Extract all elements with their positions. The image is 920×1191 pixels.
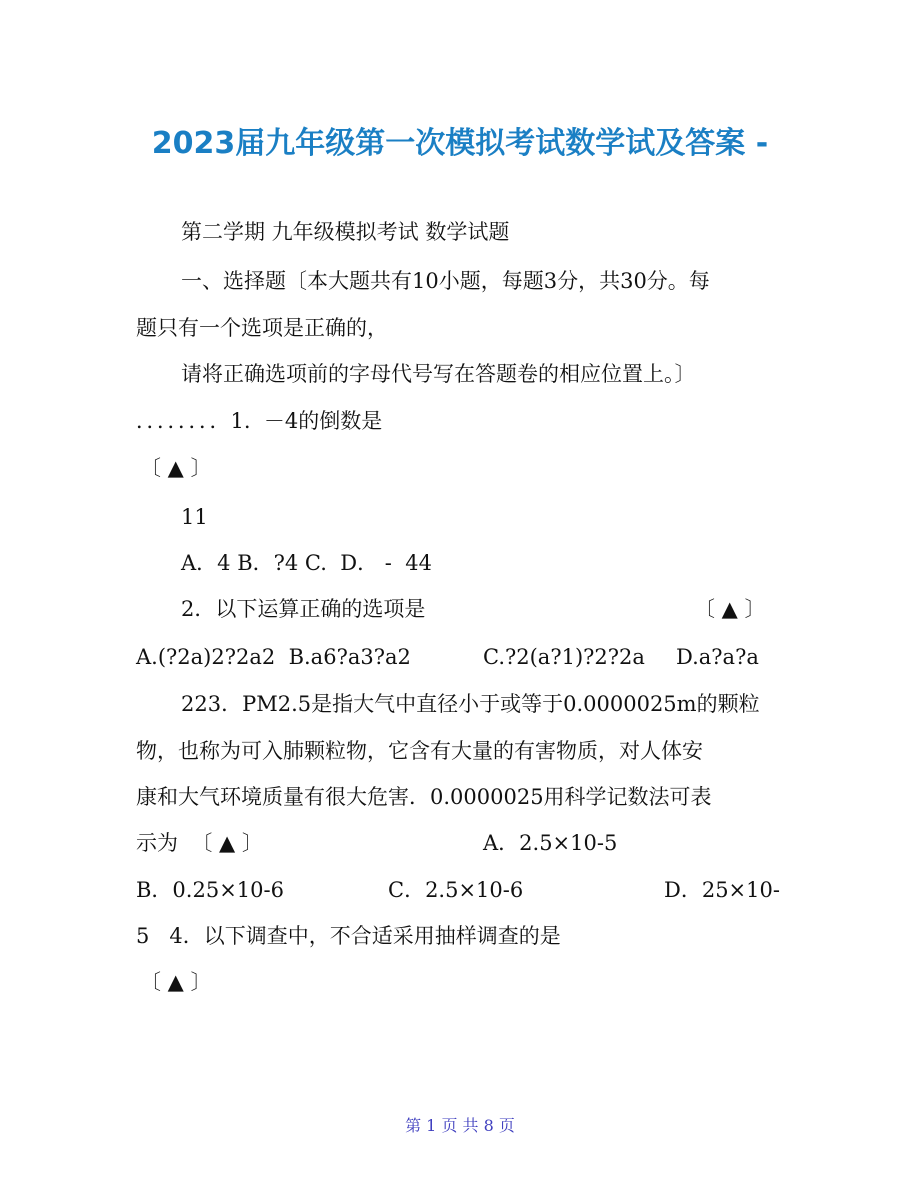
text-line: A．2.5×10-5: [483, 831, 618, 855]
text-line: 物，也称为可入肺颗粒物，它含有大量的有害物质，对人体安: [136, 739, 703, 763]
text-line: 示为 〔 ▲ 〕: [136, 831, 263, 855]
answer-bracket: 〔 ▲ 〕: [140, 456, 212, 480]
text-line: 11: [181, 505, 208, 529]
text-line: ．．．．．．．．1. －4的倒数是: [136, 409, 383, 433]
answer-bracket: 〔 ▲ 〕: [694, 597, 766, 621]
text-line: D.a?a?a: [676, 645, 759, 669]
text-line: 第二学期 九年级模拟考试 数学试题: [181, 220, 510, 244]
page-footer: 第 1 页 共 8 页: [405, 1116, 515, 1135]
text-line: C.?2(a?1)?2?2a: [483, 645, 645, 669]
text-line: 题只有一个选项是正确的，: [136, 316, 388, 340]
answer-bracket: 〔 ▲ 〕: [140, 970, 212, 994]
text-line: A．4 B．?4 C. D． - 44: [181, 551, 432, 575]
text-line: 5 4．以下调查中，不合适采用抽样调查的是: [136, 924, 561, 948]
text-line: D．25×10-: [664, 878, 780, 902]
text-line: C．2.5×10-6: [388, 878, 524, 902]
text-line: 一、选择题〔本大题共有10小题，每题3分，共30分。每: [181, 269, 710, 293]
text-line: A.(?2a)2?2a2 B.a6?a3?a2: [136, 645, 411, 669]
text-line: 康和大气环境质量有很大危害．0.0000025用科学记数法可表: [136, 785, 712, 809]
document-title: 2023届九年级第一次模拟考试数学试及答案 -: [151, 126, 769, 161]
text-line: 请将正确选项前的字母代号写在答题卷的相应位置上。〕: [181, 362, 696, 386]
text-line: 2．以下运算正确的选项是: [181, 597, 426, 621]
text-line: B．0.25×10-6: [136, 878, 284, 902]
text-line: 223．PM2.5是指大气中直径小于或等于0.0000025m的颗粒: [181, 692, 760, 716]
